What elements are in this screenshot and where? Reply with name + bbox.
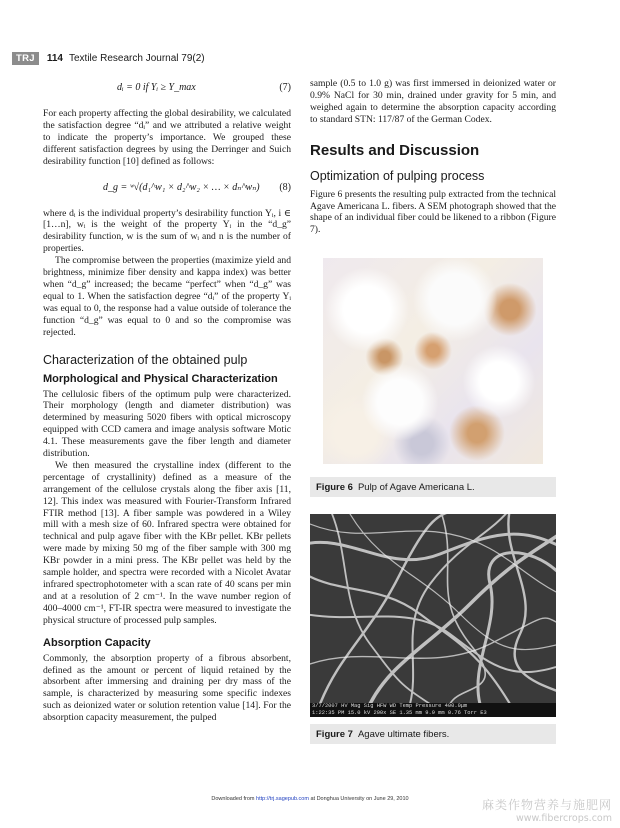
paragraph: sample (0.5 to 1.0 g) was first immersed in deionized water or 0.9% NaCl for 30 min, drained under gravity for 5 min, and weighed again to determine the absorption capacity according to standard STN: 117/87 of the German Codex. (310, 78, 556, 125)
paragraph: The cellulosic fibers of the optimum pulp were characterized. Their morphology (length and diameter distribution) was determined by measuring 5020 fibers with optical microscopy equipped with CCD camera and image analysis software Motic 4.1. These measurements gave the fiber length and diameter distribution. (43, 388, 291, 460)
subsection-heading: Absorption Capacity (43, 636, 151, 649)
right-column (310, 78, 556, 236)
figure-7-sem-image (310, 514, 556, 717)
equation-7-formula: dᵢ = 0 if Yᵢ ≥ Y_max (117, 82, 196, 93)
figure-6-label: Figure 6 (316, 481, 353, 493)
footer-suffix: at Donghua University on June 29, 2010 (308, 796, 409, 802)
sem-info-line: 3/7/2007 HV Mag Sig HFW WD Temp Pressure 400.0μm (312, 703, 468, 709)
paragraph: The compromise between the properties (maximize yield and brightness, minimize fiber density and kappa index) was better when “d_g” increased; the became “perfect” when “d_g” was equal to 1. When the satisfaction degree “dᵢ” of the property Yᵢ was equal to 0, the response had a value outside of tolerance the function “d_g” was equal to 0 and so the compromise was rejected. (43, 255, 291, 338)
figure-6-pulp-image (323, 258, 543, 464)
watermark (482, 796, 612, 824)
journal-badge: TRJ (12, 52, 39, 65)
equation-8-number: (8) (279, 181, 291, 193)
subsection-heading: Morphological and Physical Characterization (43, 372, 278, 385)
section-heading: Results and Discussion (310, 141, 480, 159)
figure-6-caption-text: Pulp of Agave Americana L. (357, 481, 475, 493)
paragraph: Commonly, the absorption property of a fibrous absorbent, defined as the amount or percent of liquid retained by the absorbent after immersing and draining per dry mass of the sample, is characterized by measuring some specific indexes such as deionized water or solution retention value [14]. For the absorption capacity measurement, the pulped (43, 652, 291, 724)
paragraph: Figure 6 presents the resulting pulp extracted from the technical Agave Americana L. fibers. A SEM photograph showed that the shape of an individual fiber could be likened to a ribbon (Figure 7). (310, 188, 556, 236)
figure-6-caption (310, 477, 556, 497)
journal-name: Textile Research Journal 79(2) (69, 52, 205, 64)
watermark-line1: 麻类作物营养与施肥网 (481, 798, 612, 812)
page-number: 114 (46, 52, 63, 64)
footer-prefix: Downloaded from (211, 796, 257, 802)
paragraph: where dᵢ is the individual property’s desirability function Yᵢ, i ∈ [1…n], wᵢ is the weight of the property Yᵢ in the “d_g” desirability function, w is the sum of wᵢ and n is the number of properties. (43, 207, 291, 255)
footer-link[interactable]: http://trj.sagepub.com (256, 796, 309, 802)
equation-8 (43, 174, 291, 204)
equation-7 (43, 78, 291, 102)
equation-8-formula: d_g = ʷ√(d₁^w₁ × d₂^w₂ × … × dₙ^wₙ) (103, 181, 260, 193)
figure-7-caption-text: Agave ultimate fibers. (357, 728, 450, 740)
running-header (12, 50, 205, 66)
equation-7-number: (7) (279, 82, 291, 93)
figure-7-caption (310, 724, 556, 744)
figure-7-label: Figure 7 (316, 728, 353, 740)
sem-fibers-illustration (310, 514, 556, 703)
watermark-line2: www.fibercrops.com (515, 813, 612, 824)
sem-info-line: 1:22:35 PM 15.0 kV 200x SE 1.35 mm 9.9 mm 0.76 Torr E3 (312, 709, 487, 716)
subsection-heading: Optimization of pulping process (310, 168, 485, 183)
sem-info-bar (310, 703, 556, 717)
paragraph: For each property affecting the global desirability, we calculated the satisfaction degree “dᵢ” and we attributed a relative weight to indicate the property’s importance. We grouped these different satisfaction degrees by using the Derringer and Suich desirability function [10] defined as follows: (43, 108, 291, 167)
left-column (43, 78, 291, 724)
section-heading: Characterization of the obtained pulp (43, 352, 248, 367)
paragraph: We then measured the crystalline index (different to the percentage of crystallinity) defined as a measure of the arrangement of the cellulose crystals along the fiber axis [11, 12]. This index was measured with Fourier-Transform Infrared FTIR method [13]. A fiber sample was powdered in a Wiley mill with a mesh size of 60. Infrared spectra were obtained for technical and pulp agave fiber with the KBr pellet. KBr pellets were made by mixing 50 mg of the fiber sample with 300 mg KBr powder in a mini press. The KBr pellet was held by the sample holder, and spectra were recorded with a Nicolet Avatar infrared spectrophotometer with a scan rate of 40 scans per min and at a resolution of 2 cm⁻¹. In the wave number region of 400–4000 cm⁻¹, FT-IR spectra were measured to investigate the physical structure of processed pulp samples. (43, 459, 291, 626)
